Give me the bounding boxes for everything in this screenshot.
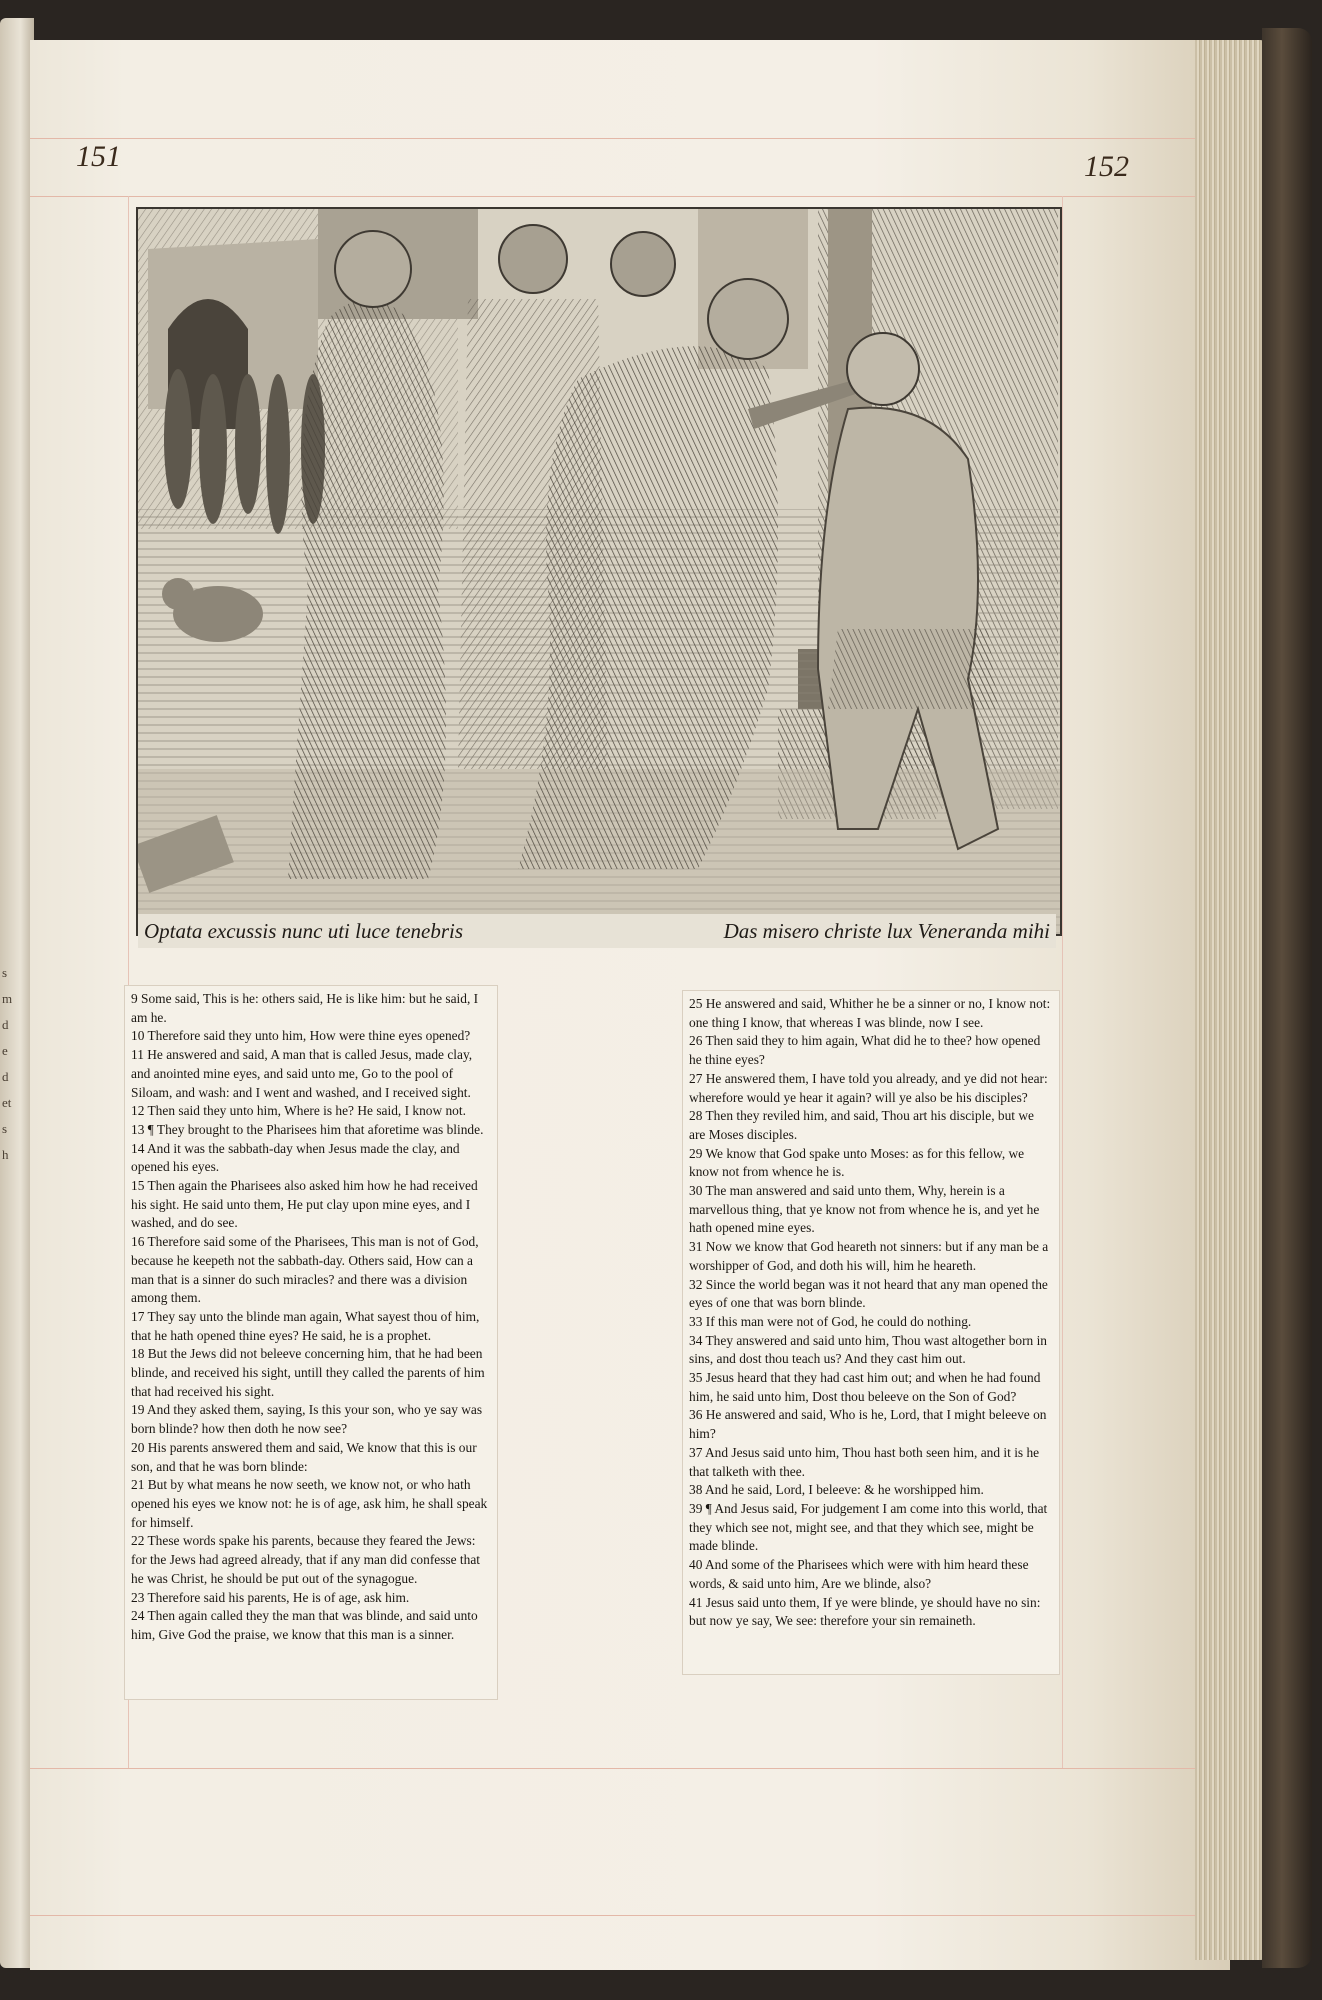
verse: 40 And some of the Pharisees which were with him heard these words, & said unto him, Are we blinde, also? <box>689 1557 1029 1591</box>
verse: 30 The man answered and said unto them, Why, herein is a marvellous thing, that ye know not from whence he is, and yet he hath opened mine eyes. <box>689 1183 1040 1236</box>
ruled-line <box>30 1915 1195 1916</box>
verse: 16 Therefore said some of the Pharisees, This man is not of God, because he keepeth not the sabbath-day. Others said, How can a man that is a sinner do such miracles? and there was a division among them. <box>131 1234 479 1306</box>
verse: 9 Some said, This is he: others said, He is like him: but he said, I am he. <box>131 991 479 1025</box>
verse: 32 Since the world began was it not heard that any man opened the eyes of one that was born blinde. <box>689 1276 1048 1311</box>
verse: 15 Then again the Pharisees also asked him how he had received his sight. He said unto them, He put clay upon mine eyes, and I washed, and do see. <box>131 1178 478 1231</box>
verse: 19 And they asked them, saying, Is this your son, who ye say was born blinde? how then doth he now see? <box>131 1402 483 1437</box>
left-margin-fragments <box>2 960 16 1168</box>
verse: 28 Then they reviled him, and said, Thou art his disciple, but we are Moses disciples. <box>689 1108 1034 1142</box>
verse: 10 Therefore said they unto him, How were thine eyes opened? <box>131 1028 471 1044</box>
verse: 27 He answered them, I have told you already, and ye did not hear: wherefore would ye hear it again? will ye also be his disciples? <box>689 1070 1048 1105</box>
margin-fragment: h <box>2 1147 9 1162</box>
verse: 12 Then said they unto him, Where is he? He said, I know not. <box>131 1103 466 1119</box>
verse: 13 ¶ They brought to the Pharisees him that aforetime was blinde. <box>131 1121 484 1137</box>
verse: 23 Therefore said his parents, He is of age, ask him. <box>131 1589 410 1605</box>
verse: 20 His parents answered them and said, We know that this is our son, and that he was born blinde: <box>131 1439 477 1474</box>
ruled-line <box>30 196 1195 197</box>
verse: 35 Jesus heard that they had cast him out; and when he had found him, he said unto him, Dost thou beleeve on the Son of God? <box>689 1370 1041 1404</box>
verse: 37 And Jesus said unto him, Thou hast both seen him, and it is he that talketh with thee. <box>689 1444 1040 1479</box>
verse: 33 If this man were not of God, he could do nothing. <box>689 1313 972 1329</box>
page-block-edge <box>1195 40 1270 1960</box>
margin-fragment: d <box>2 1069 9 1084</box>
verse: 34 They answered and said unto him, Thou wast altogether born in sins, and dost thou teach us? And they cast him out. <box>689 1332 1048 1367</box>
verse: 17 They say unto the blinde man again, What sayest thou of him, that he hath opened thine eyes? He said, he is a prophet. <box>131 1308 480 1343</box>
text-column-right <box>682 990 1060 1675</box>
left-page-number: 151 <box>76 140 121 173</box>
verse: 22 These words spake his parents, because they feared the Jews: for the Jews had agreed already, that if any man did confesse that he was Christ, he should be put out of the synagogue. <box>131 1533 481 1586</box>
engraving-caption <box>138 914 1056 948</box>
margin-fragment: e <box>2 1043 8 1058</box>
caption-right: Das misero christe lux Veneranda mihi <box>723 918 1050 943</box>
verse: 25 He answered and said, Whither he be a sinner or no, I know not: one thing I know, that whereas I was blinde, now I see. <box>689 996 1051 1030</box>
verse: 18 But the Jews did not beleeve concerning him, that he had been blinde, and received his sight, untill they called the parents of him that had received his sight. <box>131 1346 485 1399</box>
margin-fragment: et <box>2 1095 12 1110</box>
book-cover-edge <box>1262 28 1312 1968</box>
verse: 26 Then said they to him again, What did he to thee? how opened he thine eyes? <box>689 1033 1041 1068</box>
verse: 24 Then again called they the man that was blinde, and said unto him, Give God the praise, we know that this man is a sinner. <box>131 1608 478 1642</box>
verse: 31 Now we know that God heareth not sinners: but if any man be a worshipper of God, and doth his will, him he heareth. <box>689 1239 1049 1273</box>
verse: 38 And he said, Lord, I beleeve: & he worshipped him. <box>689 1482 984 1498</box>
verse: 14 And it was the sabbath-day when Jesus made the clay, and opened his eyes. <box>131 1140 460 1175</box>
right-page-number: 152 <box>1084 150 1129 183</box>
margin-fragment: d <box>2 1017 9 1032</box>
margin-fragment: s <box>2 965 8 980</box>
verse: 21 But by what means he now seeth, we know not, or who hath opened his eyes we know not: he is of age, ask him, he shall speak for himself. <box>131 1477 488 1530</box>
verse: 36 He answered and said, Who is he, Lord, that I might beleeve on him? <box>689 1407 1047 1442</box>
verse: 39 ¶ And Jesus said, For judgement I am come into this world, that they which see not, might see, and that they which see, might be made blinde. <box>689 1500 1048 1554</box>
ruled-margin <box>1062 196 1063 1768</box>
ruled-line <box>30 1768 1195 1769</box>
margin-fragment: m <box>2 991 13 1006</box>
caption-left: Optata excussis nunc uti luce tenebris <box>144 918 464 943</box>
verse: 41 Jesus said unto them, If ye were blinde, ye should have no sin: but now ye say, We see: therefore your sin remaineth. <box>689 1594 1041 1629</box>
verse: 29 We know that God spake unto Moses: as for this fellow, we know not from whence he is. <box>689 1145 1025 1180</box>
margin-fragment: s <box>2 1121 8 1136</box>
verse: 11 He answered and said, A man that is called Jesus, made clay, and anointed mine eyes, and said unto me, Go to the pool of Siloam, and wash: and I went and washed, and I received sight. <box>131 1047 473 1100</box>
ruled-line <box>30 138 1195 139</box>
text-column-left <box>124 985 498 1700</box>
engraving-illustration <box>136 207 1062 936</box>
